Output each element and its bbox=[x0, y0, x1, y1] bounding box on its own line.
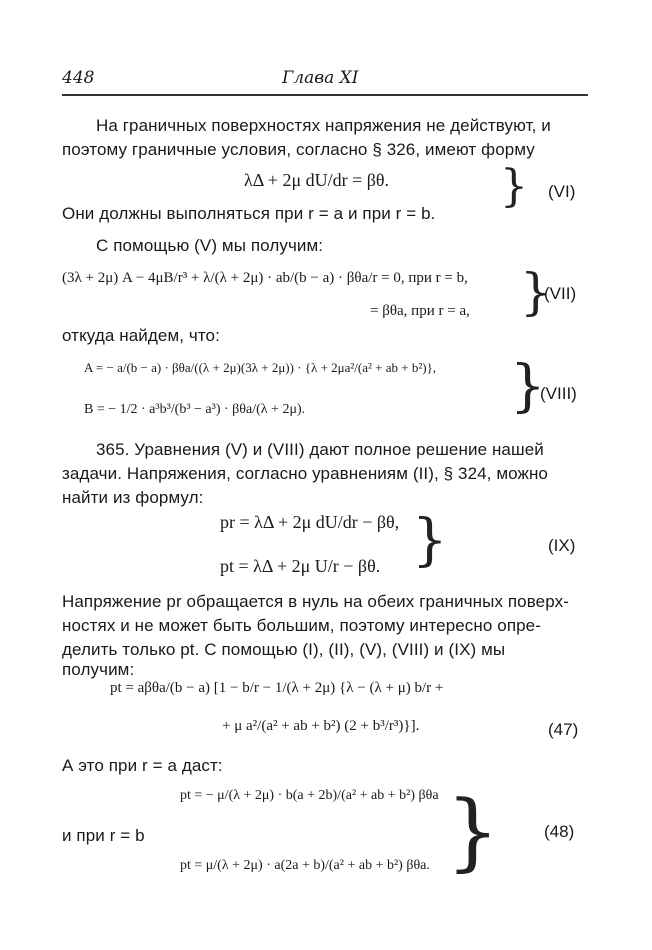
para6-line4: получим: bbox=[62, 660, 135, 679]
para7-line1: А это при r = a даст: bbox=[62, 756, 223, 775]
equation-48-line1: pt = − μ/(λ + 2μ) · b(a + 2b)/(a² + ab + b²) βθa bbox=[180, 788, 439, 803]
equation-vii-line1: (3λ + 2μ) A − 4μB/r³ + λ/(λ + 2μ) · ab/(b − a) · βθa/r = 0, при r = b, bbox=[62, 270, 468, 286]
equation-48-middle: и при r = b bbox=[62, 826, 145, 845]
equation-vii-line2: = βθa, при r = a, bbox=[370, 303, 470, 319]
para1-line1: На граничных поверхностях напряжения не действуют, и bbox=[96, 116, 551, 135]
para5-line2: задачи. Напряжения, согласно уравнениям (II), § 324, можно bbox=[62, 464, 548, 483]
brace-viii: } bbox=[510, 354, 546, 419]
para3-line1: С помощью (V) мы получим: bbox=[96, 236, 324, 255]
equation-number-viii: (VIII) bbox=[540, 384, 577, 403]
chapter-title: Глава XI bbox=[282, 68, 359, 88]
brace-ix: } bbox=[412, 508, 448, 573]
equation-number-48: (48) bbox=[544, 822, 575, 841]
para6-line3: делить только pt. С помощью (I), (II), (V), (VIII) и (IX) мы bbox=[62, 640, 506, 659]
para6-line1: Напряжение pr обращается в нуль на обеих граничных поверх- bbox=[62, 592, 569, 611]
equation-ix-line2: pt = λΔ + 2μ U/r − βθ. bbox=[220, 556, 381, 576]
page-number: 448 bbox=[62, 68, 95, 88]
equation-47-line2: + μ a²/(a² + ab + b²) (2 + b³/r³)}]. bbox=[222, 718, 420, 734]
equation-ix-line1: pr = λΔ + 2μ dU/dr − βθ, bbox=[220, 512, 400, 532]
para5-line3: найти из формул: bbox=[62, 488, 204, 507]
para4-line1: откуда найдем, что: bbox=[62, 326, 220, 345]
brace-vi: } bbox=[500, 161, 528, 212]
equation-viii-line2: B = − 1/2 · a³b³/(b³ − a³) · βθa/(λ + 2μ). bbox=[84, 402, 306, 417]
equation-48-line2: pt = μ/(λ + 2μ) · a(2a + b)/(a² + ab + b²) βθa. bbox=[180, 858, 430, 873]
para2-line1: Они должны выполняться при r = a и при r = b. bbox=[62, 204, 436, 223]
equation-vi: λΔ + 2μ dU/dr = βθ. bbox=[244, 170, 390, 190]
brace-vii: } bbox=[520, 263, 552, 321]
header-rule bbox=[62, 94, 588, 96]
equation-47-line1: pt = aβθa/(b − a) [1 − b/r − 1/(λ + 2μ) {λ − (λ + μ) b/r + bbox=[110, 680, 444, 696]
equation-viii-line1: A = − a/(b − a) · βθa/((λ + 2μ)(3λ + 2μ)) · {λ + 2μa²/(a² + ab + b²)}, bbox=[84, 360, 437, 375]
equation-number-47: (47) bbox=[548, 720, 579, 739]
equation-number-vii: (VII) bbox=[544, 284, 577, 303]
para5-line1: 365. Уравнения (V) и (VIII) дают полное решение нашей bbox=[96, 440, 544, 459]
equation-number-ix: (IX) bbox=[548, 536, 576, 555]
para1-line2: поэтому граничные условия, согласно § 326, имеют форму bbox=[62, 140, 535, 159]
equation-number-vi: (VI) bbox=[548, 182, 576, 201]
brace-48: } bbox=[446, 782, 500, 880]
para6-line2: ностях и не может быть большим, поэтому интересно опре- bbox=[62, 616, 542, 635]
